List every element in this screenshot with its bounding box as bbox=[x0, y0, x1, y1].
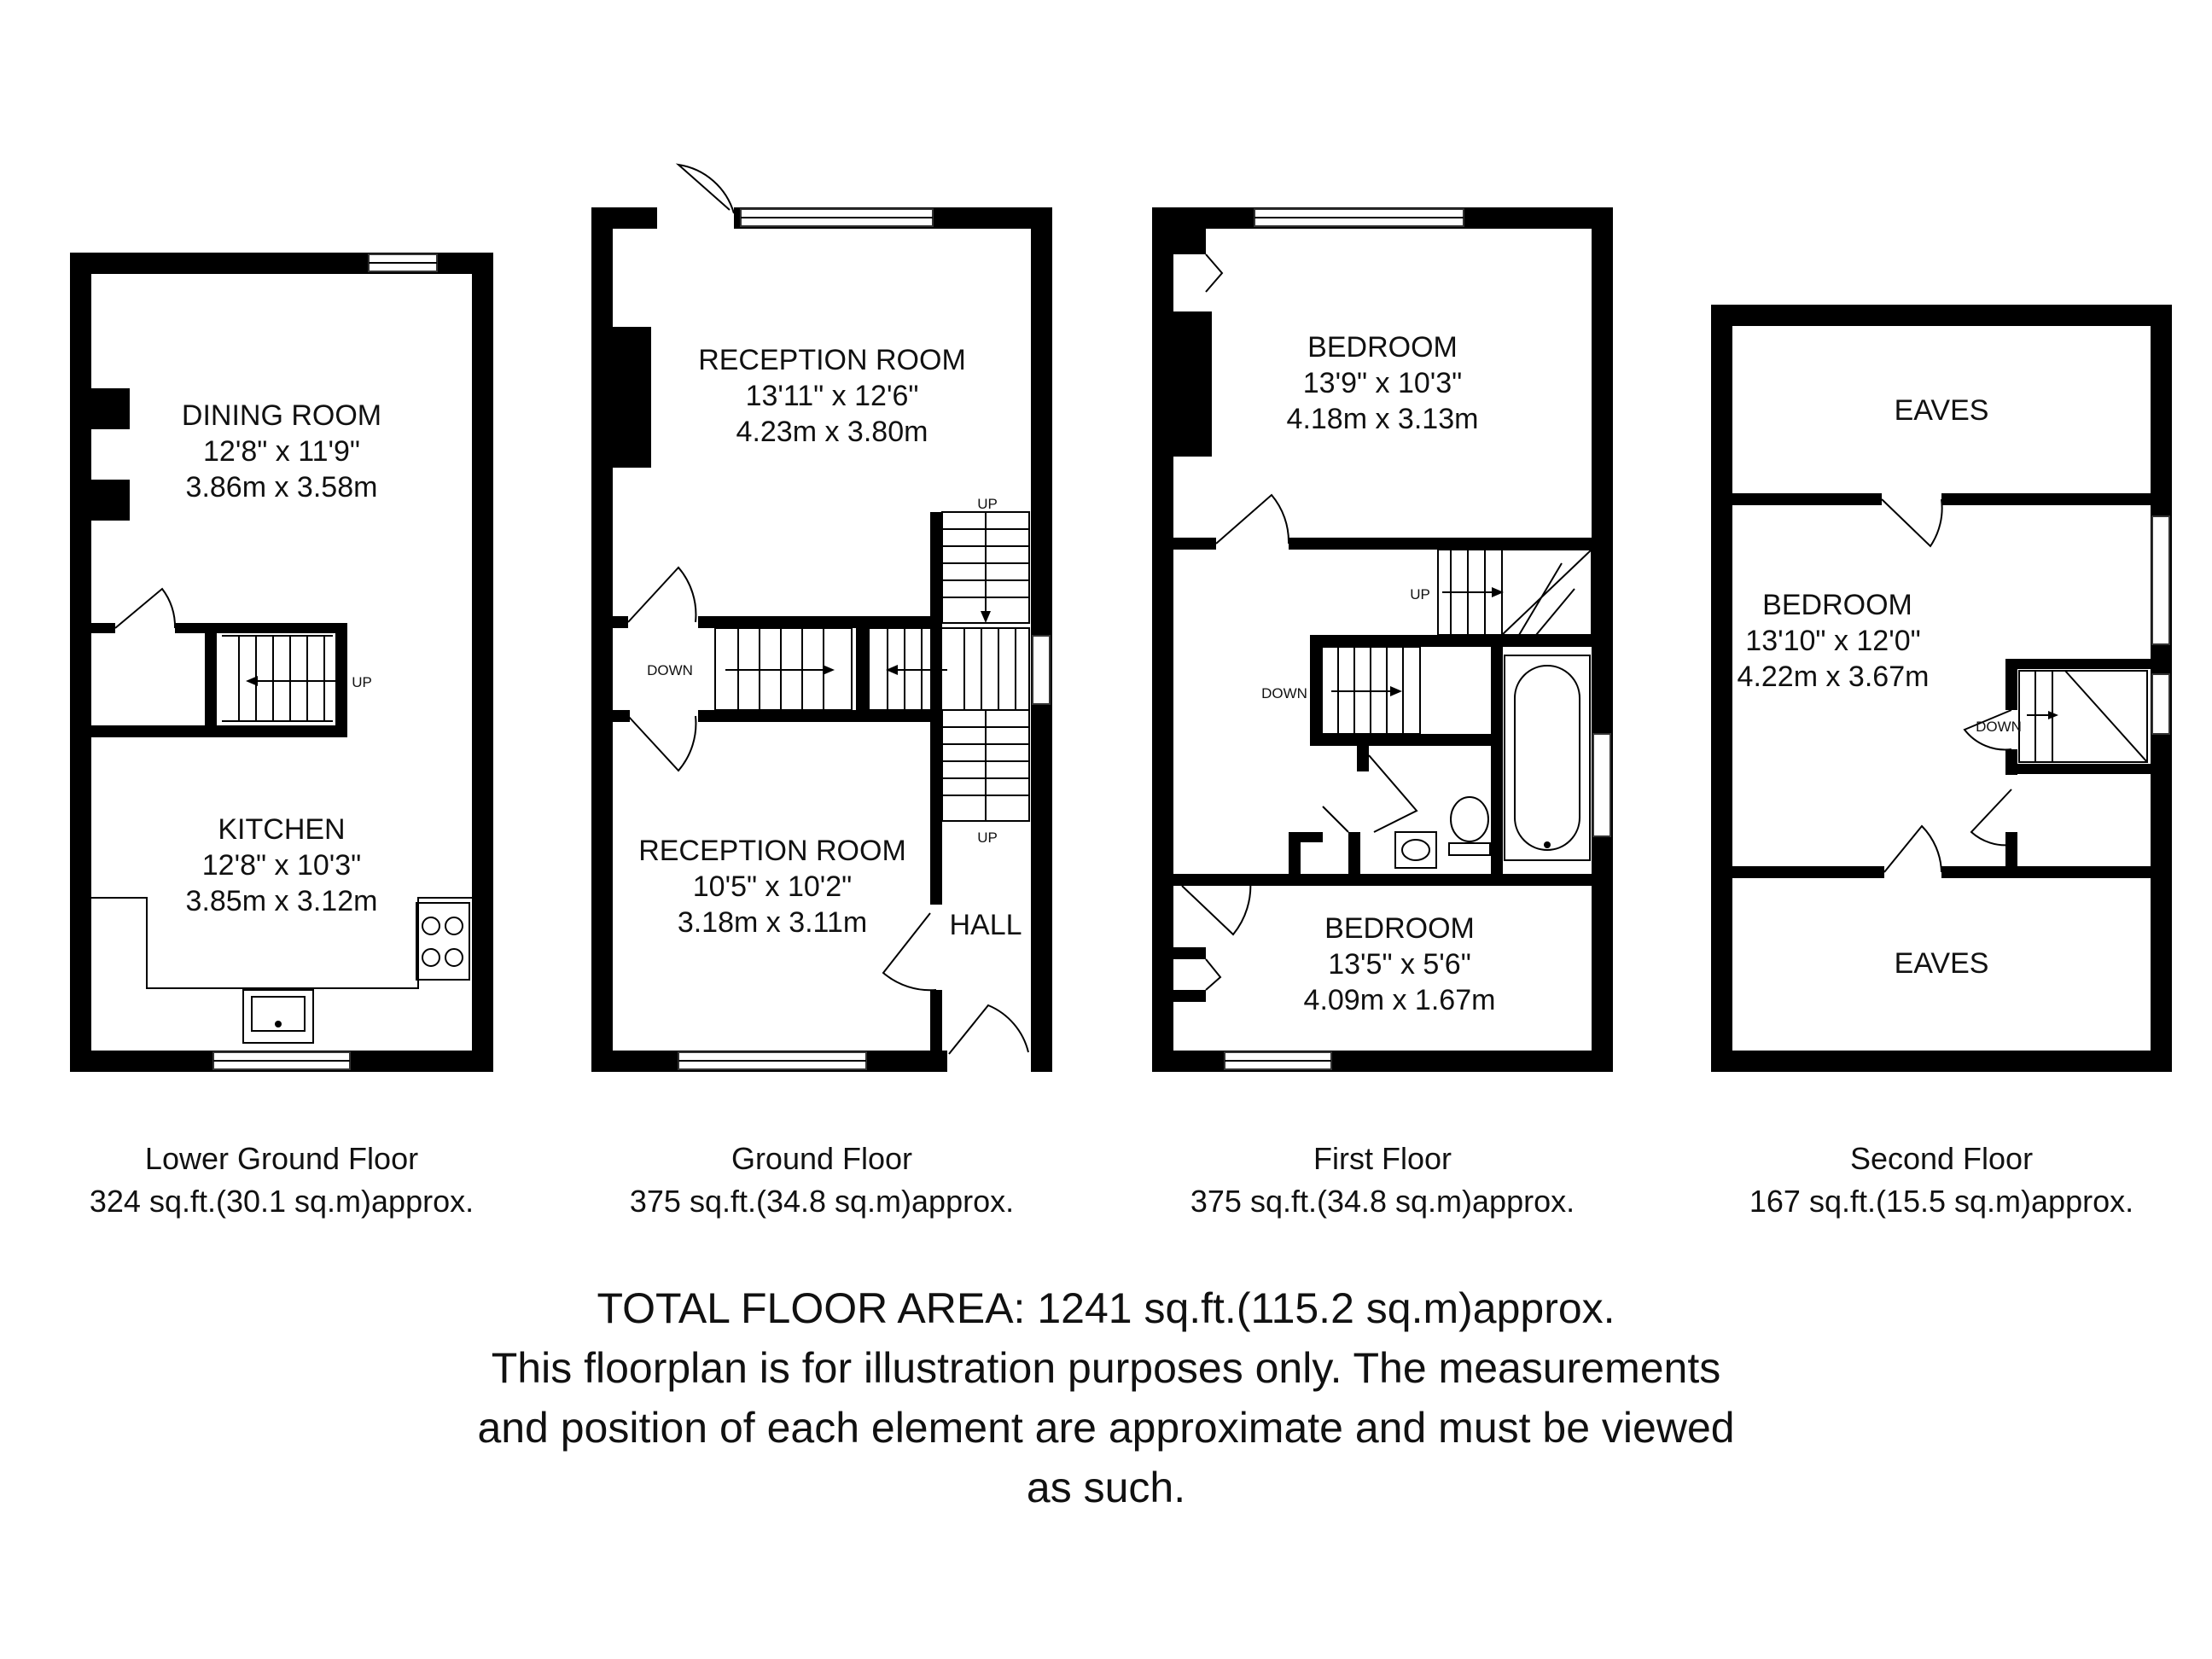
stairs-down-label: DOWN bbox=[647, 662, 693, 678]
bedroom-imperial: 13'10" x 12'0" bbox=[1745, 625, 1921, 657]
ground-floor-area: 375 sq.ft.(34.8 sq.m)approx. bbox=[629, 1184, 1015, 1219]
footer bbox=[477, 1284, 1734, 1511]
stairs-up-top-label: UP bbox=[977, 496, 998, 512]
toilet-icon bbox=[1449, 797, 1490, 855]
hall-label: HALL bbox=[949, 909, 1022, 941]
stairs-down-label: DOWN bbox=[1976, 719, 2022, 735]
kitchen-imperial: 12'8" x 10'3" bbox=[201, 849, 362, 882]
bedroom-2-label: BEDROOM bbox=[1324, 912, 1475, 945]
basin-icon bbox=[1395, 832, 1436, 868]
reception-room-2-metric: 3.18m x 3.11m bbox=[677, 906, 868, 939]
lower-ground-floor-area: 324 sq.ft.(30.1 sq.m)approx. bbox=[89, 1184, 474, 1219]
lower-ground-floor-name: Lower Ground Floor bbox=[144, 1141, 419, 1176]
ground-floor-plan bbox=[591, 165, 1052, 1073]
total-floor-area: TOTAL FLOOR AREA: 1241 sq.ft.(115.2 sq.m)approx. bbox=[597, 1284, 1615, 1332]
dining-room-imperial: 12'8" x 11'9" bbox=[203, 435, 360, 468]
second-floor-name: Second Floor bbox=[1849, 1141, 2034, 1176]
reception-room-1-label: RECEPTION ROOM bbox=[698, 344, 966, 376]
bedroom-2-imperial: 13'5" x 5'6" bbox=[1328, 948, 1471, 981]
dining-room-metric: 3.86m x 3.58m bbox=[185, 471, 378, 504]
stairs-down bbox=[715, 628, 852, 710]
first-floor-name: First Floor bbox=[1313, 1141, 1452, 1176]
floor-captions bbox=[90, 1141, 2133, 1219]
lower-ground-floor-plan bbox=[70, 253, 493, 1072]
first-floor-plan bbox=[1152, 207, 1613, 1072]
bedroom-2-metric: 4.09m x 1.67m bbox=[1303, 984, 1496, 1016]
second-floor-area: 167 sq.ft.(15.5 sq.m)approx. bbox=[1749, 1184, 2134, 1219]
bedroom-1-metric: 4.18m x 3.13m bbox=[1286, 403, 1479, 435]
bedroom-1-label: BEDROOM bbox=[1307, 331, 1458, 364]
bedroom-1-imperial: 13'9" x 10'3" bbox=[1302, 367, 1463, 399]
kitchen-label: KITCHEN bbox=[218, 813, 346, 846]
bath-icon bbox=[1505, 655, 1590, 860]
stairs-up-bottom-label: UP bbox=[977, 830, 998, 846]
stairs-up bbox=[222, 636, 337, 721]
reception-room-1-imperial: 13'11" x 12'6" bbox=[745, 380, 919, 412]
reception-room-1-metric: 4.23m x 3.80m bbox=[736, 416, 928, 448]
sink-icon bbox=[243, 990, 313, 1043]
stairs-up-label: UP bbox=[1410, 586, 1430, 602]
stairs-down bbox=[2019, 671, 2147, 762]
dining-room-label: DINING ROOM bbox=[181, 399, 382, 432]
reception-room-2-label: RECEPTION ROOM bbox=[638, 835, 906, 867]
disclaimer-line-1: This floorplan is for illustration purposes only. The measurements bbox=[491, 1344, 1721, 1392]
reception-room-2-imperial: 10'5" x 10'2" bbox=[692, 870, 853, 903]
hob-icon bbox=[416, 903, 469, 980]
stairs-down-label: DOWN bbox=[1261, 685, 1307, 701]
eaves-top-label: EAVES bbox=[1894, 394, 1989, 427]
disclaimer-line-3: as such. bbox=[1026, 1464, 1186, 1511]
ground-floor-name: Ground Floor bbox=[731, 1141, 913, 1176]
disclaimer-line-2: and position of each element are approximate and must be viewed bbox=[477, 1404, 1735, 1452]
second-floor-plan bbox=[1711, 305, 2172, 1072]
first-floor-area: 375 sq.ft.(34.8 sq.m)approx. bbox=[1190, 1184, 1575, 1219]
stairs-main bbox=[869, 512, 1029, 821]
eaves-bottom-label: EAVES bbox=[1894, 947, 1989, 980]
bedroom-metric: 4.22m x 3.67m bbox=[1737, 661, 1930, 693]
bedroom-label: BEDROOM bbox=[1762, 589, 1912, 621]
stairs-down bbox=[1322, 647, 1420, 734]
kitchen-metric: 3.85m x 3.12m bbox=[185, 885, 378, 917]
stairs-up bbox=[1438, 550, 1592, 635]
stairs-up-label: UP bbox=[352, 674, 372, 690]
